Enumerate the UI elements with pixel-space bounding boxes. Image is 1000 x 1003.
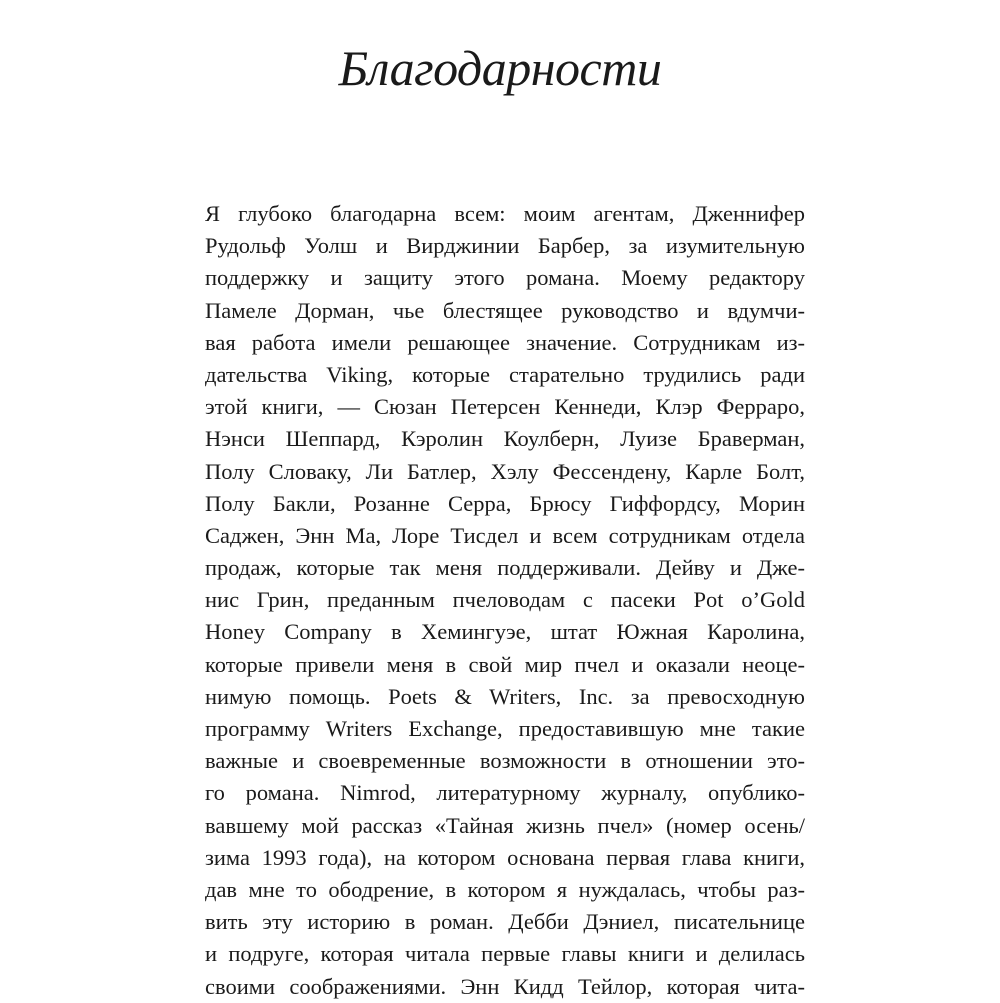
text-line: Саджен, Энн Ма, Лоре Тисдел и всем сотрудникам отдела	[205, 522, 805, 548]
text-line: нис Грин, преданным пчеловодам с пасеки Pot o’Gold	[205, 587, 805, 613]
text-line: этой книги, — Сюзан Петерсен Кеннеди, Клэр Ферраро,	[205, 394, 805, 420]
text-line: Рудольф Уолш и Вирджинии Барбер, за изумительную	[205, 233, 805, 259]
text-line: вить эту историю в роман. Дебби Дэниел, писательнице	[205, 909, 805, 935]
acknowledgements-paragraph	[205, 198, 805, 1003]
page-heading: Благодарности	[338, 40, 662, 96]
text-line: дательства Viking, которые старательно трудились ради	[205, 361, 805, 387]
text-line: Полу Словаку, Ли Батлер, Хэлу Фессендену, Карле Болт,	[205, 458, 805, 484]
text-line: поддержку и защиту этого романа. Моему редактору	[205, 265, 805, 291]
text-line: которые привели меня в свой мир пчел и оказали неоце-	[205, 651, 805, 677]
text-line: вая работа имели решающее значение. Сотрудникам из-	[205, 329, 805, 355]
text-line: Я глубоко благодарна всем: моим агентам, Дженнифер	[205, 201, 805, 226]
text-line: го романа. Nimrod, литературному журналу, опублико-	[205, 780, 805, 806]
text-line: Нэнси Шеппард, Кэролин Коулберн, Луизе Браверман,	[205, 426, 805, 452]
text-line: программу Writers Exchange, предоставившую мне такие	[205, 716, 805, 741]
text-line: Памеле Дорман, чье блестящее руководство и вдумчи-	[205, 297, 805, 323]
text-line: Honey Company в Хемингуэе, штат Южная Каролина,	[205, 619, 805, 645]
text-line: продаж, которые так меня поддерживали. Дейву и Дже-	[205, 555, 805, 581]
text-line: и подруге, которая читала первые главы книги и делилась	[205, 941, 805, 967]
text-line: вавшему мой рассказ «Тайная жизнь пчел» (номер осень/	[205, 812, 805, 838]
text-line: нимую помощь. Poets & Writers, Inc. за превосходную	[205, 683, 805, 709]
text-line: зима 1993 года), на котором основана первая глава книги,	[205, 844, 805, 870]
text-line: Полу Бакли, Розанне Серра, Брюсу Гиффордсу, Морин	[205, 490, 805, 516]
text-line: дав мне то ободрение, в котором я нуждалась, чтобы раз-	[205, 876, 805, 902]
text-line: важные и своевременные возможности в отношении это-	[205, 748, 805, 774]
text-line: своими соображениями. Энн Кидд Тейлор, которая чита-	[205, 973, 805, 999]
